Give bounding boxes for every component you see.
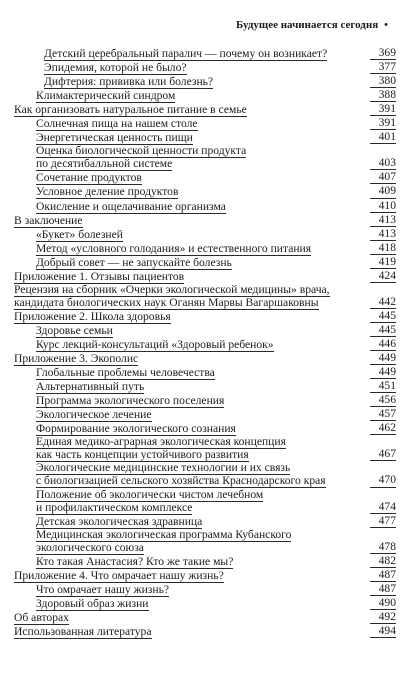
toc-entry-title <box>36 228 364 241</box>
toc-entry-title <box>36 555 364 568</box>
toc-entry-page-number: 369 <box>370 46 396 60</box>
toc-entry-page-number: 445 <box>370 323 396 337</box>
toc-entry-line: Приложение 4. Что омрачает нашу жизнь? <box>14 568 224 582</box>
running-header <box>14 18 396 32</box>
toc-entry-title <box>36 338 364 351</box>
toc-entry[interactable] <box>14 596 396 610</box>
toc-entry-page-number: 492 <box>370 610 396 624</box>
toc-entry-page-number: 391 <box>370 116 396 130</box>
toc-entry[interactable] <box>14 255 396 269</box>
toc-entry-line: как часть концепции устойчивого развития <box>36 448 249 462</box>
toc-entry-line: Рецензия на сборник «Очерки экологической медицины» врача, <box>14 282 330 296</box>
toc-entry-line: Медицинская экологическая программа Кубанского <box>36 527 292 541</box>
toc-entry-title <box>36 380 364 393</box>
toc-entry-page-number: 424 <box>370 269 396 283</box>
toc-entry[interactable] <box>14 568 396 582</box>
toc-entry[interactable] <box>14 130 396 144</box>
toc-entry-title <box>36 242 364 255</box>
toc-entry-title <box>14 569 364 582</box>
toc-entry-line: Климактерический синдром <box>36 89 176 103</box>
toc-entry-page-number: 445 <box>370 309 396 323</box>
toc-entry-line: Детская экологическая здравница <box>36 514 203 528</box>
toc-entry-title <box>14 625 364 638</box>
toc-entry[interactable] <box>14 213 396 227</box>
toc-entry-title <box>36 583 364 596</box>
toc-entry[interactable] <box>14 60 396 74</box>
toc-entry-line: Альтернативный путь <box>36 380 145 394</box>
toc-entry[interactable] <box>14 488 396 514</box>
toc-entry-line: по десятибалльной системе <box>36 157 173 171</box>
toc-entry[interactable] <box>14 227 396 241</box>
toc-entry-line: Здоровье семьи <box>36 323 113 337</box>
toc-entry-line: Приложение 1. Отзывы пациентов <box>14 269 185 283</box>
toc-entry-line: Как организовать натуральное питание в семье <box>14 103 247 117</box>
toc-entry-title <box>36 422 364 435</box>
toc-entry-line: Оценка биологической ценности продукта <box>36 144 247 158</box>
toc-entry-line: Солнечная пища на нашем столе <box>36 117 198 131</box>
toc-entry[interactable] <box>14 365 396 379</box>
toc-entry-page-number: 470 <box>370 473 396 487</box>
toc-entry-page-number: 407 <box>370 170 396 184</box>
toc-entry[interactable] <box>14 379 396 393</box>
toc-entry-title <box>36 200 364 213</box>
toc-entry-page-number: 462 <box>370 421 396 435</box>
toc-entry-title <box>14 214 364 227</box>
toc-entry[interactable] <box>14 323 396 337</box>
toc-entry-line: Сочетание продуктов <box>36 171 142 185</box>
toc-entry-page-number: 419 <box>370 255 396 269</box>
toc-entry[interactable] <box>14 144 396 170</box>
toc-entry-line: Условное деление продуктов <box>36 185 179 199</box>
toc-entry-page-number: 487 <box>370 568 396 582</box>
toc-entry[interactable] <box>14 102 396 116</box>
toc-entry-title <box>36 435 364 461</box>
toc-entry[interactable] <box>14 269 396 283</box>
toc-entry-title <box>36 117 364 130</box>
toc-entry-line: и профилактическом комплексе <box>36 500 193 514</box>
toc-entry-page-number: 442 <box>370 295 396 309</box>
toc-entry-line: «Букет» болезней <box>36 227 123 241</box>
toc-entry-page-number: 391 <box>370 102 396 116</box>
toc-entry-page-number: 377 <box>370 60 396 74</box>
toc-entry[interactable] <box>14 528 396 554</box>
toc-entry-title <box>14 611 364 624</box>
toc-entry-line: Глобальные проблемы человечества <box>36 366 215 380</box>
toc-entry[interactable] <box>14 116 396 130</box>
toc-entry[interactable] <box>14 514 396 528</box>
toc-entry-line: Энергетическая ценность пищи <box>36 131 193 145</box>
toc-entry-title <box>36 461 364 487</box>
toc-entry[interactable] <box>14 393 396 407</box>
toc-entry-title <box>36 597 364 610</box>
toc-entry[interactable] <box>14 309 396 323</box>
toc-entry[interactable] <box>14 74 396 88</box>
toc-entry-title <box>36 488 364 514</box>
toc-entry-line: Приложение 3. Экополис <box>14 352 139 366</box>
toc-entry-page-number: 418 <box>370 241 396 255</box>
toc-entry-page-number: 388 <box>370 88 396 102</box>
toc-entry[interactable] <box>14 88 396 102</box>
toc-entry[interactable] <box>14 554 396 568</box>
toc-entry[interactable] <box>14 199 396 213</box>
toc-entry-page-number: 410 <box>370 199 396 213</box>
table-of-contents <box>14 46 396 638</box>
toc-entry-page-number: 451 <box>370 379 396 393</box>
toc-entry-title <box>36 256 364 269</box>
toc-entry[interactable] <box>14 435 396 461</box>
toc-entry[interactable] <box>14 582 396 596</box>
toc-entry[interactable] <box>14 170 396 184</box>
toc-entry-title <box>44 47 364 60</box>
toc-entry-page-number: 409 <box>370 184 396 198</box>
toc-entry-page-number: 403 <box>370 156 396 170</box>
toc-entry[interactable] <box>14 421 396 435</box>
toc-entry[interactable] <box>14 283 396 309</box>
toc-entry-line: Об авторах <box>14 610 69 624</box>
toc-entry-line: Дифтерия: прививка или болезнь? <box>44 75 214 89</box>
toc-entry-line: Что омрачает нашу жизнь? <box>36 582 170 596</box>
toc-entry-page-number: 456 <box>370 393 396 407</box>
toc-entry-line: Экологическое лечение <box>36 408 152 422</box>
toc-entry-title <box>14 352 364 365</box>
toc-entry-line: Метод «условного голодания» и естественного питания <box>36 241 312 255</box>
toc-entry[interactable] <box>14 351 396 365</box>
toc-entry-page-number: 474 <box>370 500 396 514</box>
toc-entry-title <box>36 408 364 421</box>
toc-entry-title <box>14 270 364 283</box>
toc-entry-page-number: 413 <box>370 227 396 241</box>
toc-entry-page-number: 490 <box>370 596 396 610</box>
toc-entry[interactable] <box>14 241 396 255</box>
toc-entry-page-number: 449 <box>370 365 396 379</box>
toc-entry-title <box>44 61 364 74</box>
toc-entry[interactable] <box>14 624 396 638</box>
toc-entry-line: Формирование экологического сознания <box>36 422 236 436</box>
toc-entry-page-number: 477 <box>370 514 396 528</box>
toc-entry[interactable] <box>14 46 396 60</box>
toc-entry-line: Добрый совет — не запускайте болезнь <box>36 255 232 269</box>
toc-entry-line: Программа экологического поселения <box>36 394 225 408</box>
toc-entry-title <box>44 75 364 88</box>
toc-entry-line: Детский церебральный паралич — почему он возникает? <box>44 47 328 60</box>
toc-entry-page-number: 413 <box>370 213 396 227</box>
toc-entry[interactable] <box>14 610 396 624</box>
toc-entry-line: с биологизацией сельского хозяйства Краснодарского края <box>36 474 326 488</box>
toc-entry-title <box>36 171 364 184</box>
toc-entry-line: Единая медико-аграрная экологическая концепция <box>36 435 286 449</box>
toc-entry-title <box>36 394 364 407</box>
toc-entry-page-number: 401 <box>370 130 396 144</box>
toc-entry-page-number: 478 <box>370 540 396 554</box>
toc-entry-page-number: 487 <box>370 582 396 596</box>
toc-entry-line: Использованная литература <box>14 624 152 638</box>
toc-entry-line: Здоровый образ жизни <box>36 596 149 610</box>
toc-entry-title <box>36 366 364 379</box>
toc-entry-page-number: 494 <box>370 624 396 638</box>
toc-entry[interactable] <box>14 407 396 421</box>
toc-entry-line: В заключение <box>14 213 83 227</box>
toc-entry-title <box>36 144 364 170</box>
toc-entry-line: кандидата биологических наук Оганян Марвы Вагаршаковны <box>14 295 319 309</box>
toc-entry-line: Положение об экологически чистом лечебном <box>36 487 264 501</box>
toc-entry-title <box>36 324 364 337</box>
toc-entry-page-number: 467 <box>370 447 396 461</box>
toc-entry-title <box>14 310 364 323</box>
toc-entry-title <box>14 283 364 309</box>
toc-entry[interactable] <box>14 184 396 198</box>
toc-entry-title <box>36 185 364 198</box>
toc-entry[interactable] <box>14 337 396 351</box>
toc-entry-line: Приложение 2. Школа здоровья <box>14 309 171 323</box>
toc-entry-line: Курс лекций-консультаций «Здоровый ребенок» <box>36 337 274 351</box>
toc-entry-title <box>36 89 364 102</box>
toc-entry-page-number: 446 <box>370 337 396 351</box>
toc-entry-line: Эпидемия, которой не было? <box>44 61 187 75</box>
running-header-separator: • <box>384 19 388 31</box>
toc-entry-page-number: 457 <box>370 407 396 421</box>
toc-entry-line: экологического союза <box>36 540 144 554</box>
toc-entry-title <box>36 515 364 528</box>
toc-entry-line: Окисление и ощелачивание организма <box>36 199 226 213</box>
running-header-title: Будущее начинается сегодня <box>236 19 379 31</box>
toc-entry-line: Кто такая Анастасия? Кто же такие мы? <box>36 554 234 568</box>
toc-entry[interactable] <box>14 461 396 487</box>
toc-entry-page-number: 449 <box>370 351 396 365</box>
toc-entry-page-number: 482 <box>370 554 396 568</box>
toc-entry-title <box>36 528 364 554</box>
toc-entry-title <box>14 103 364 116</box>
toc-entry-title <box>36 131 364 144</box>
toc-entry-page-number: 380 <box>370 74 396 88</box>
toc-entry-line: Экологические медицинские технологии и их связь <box>36 461 291 475</box>
